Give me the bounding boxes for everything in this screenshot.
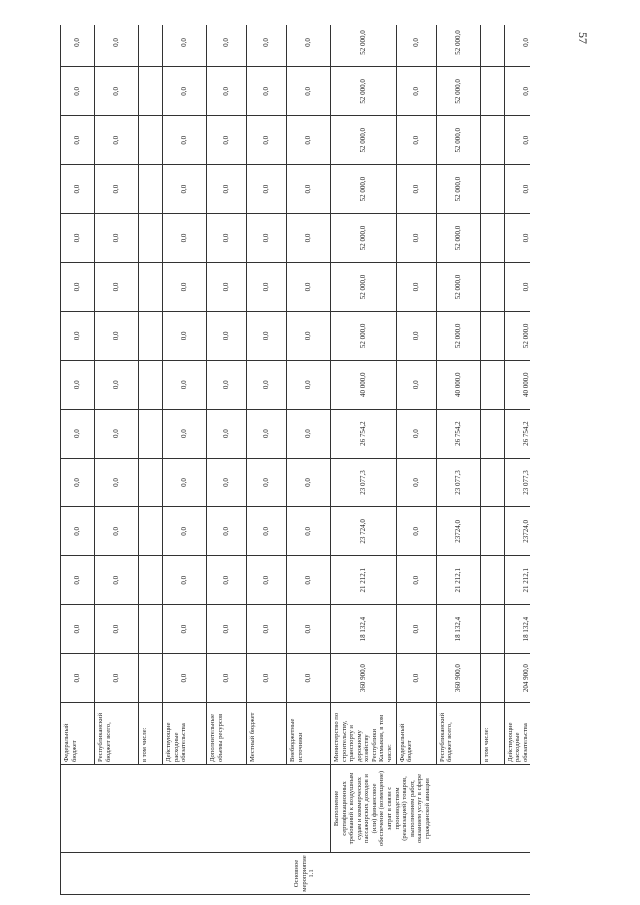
value-cell bbox=[480, 67, 504, 116]
value-cell: 52 000,0 bbox=[331, 311, 397, 360]
value-cell: 0,0 bbox=[287, 67, 331, 116]
funding-source: Федеральный бюджет bbox=[396, 703, 436, 765]
value-cell bbox=[139, 67, 163, 116]
value-cell: 0,0 bbox=[61, 116, 95, 165]
value-cell: 0,0 bbox=[287, 556, 331, 605]
value-cell bbox=[480, 25, 504, 67]
value-cell bbox=[139, 262, 163, 311]
value-cell: 0,0 bbox=[163, 605, 207, 654]
value-cell: 52 000,0 bbox=[436, 311, 480, 360]
value-cell: 18 132,4 bbox=[504, 605, 530, 654]
value-cell: 0,0 bbox=[247, 25, 287, 67]
value-cell: 26 754,2 bbox=[504, 409, 530, 458]
value-cell: 0,0 bbox=[207, 409, 247, 458]
table-row bbox=[436, 25, 480, 895]
value-cell bbox=[480, 507, 504, 556]
value-cell: 0,0 bbox=[396, 507, 436, 556]
table-row bbox=[331, 25, 397, 895]
value-cell: 0,0 bbox=[95, 360, 139, 409]
value-cell: 0,0 bbox=[61, 67, 95, 116]
value-cell: 0,0 bbox=[247, 262, 287, 311]
value-cell: 23 077,3 bbox=[331, 458, 397, 507]
value-cell: 18 132,4 bbox=[436, 605, 480, 654]
value-cell: 0,0 bbox=[247, 605, 287, 654]
value-cell: 0,0 bbox=[247, 67, 287, 116]
value-cell: 0,0 bbox=[247, 556, 287, 605]
value-cell: 52 000,0 bbox=[436, 214, 480, 263]
value-cell bbox=[480, 165, 504, 214]
funding-source: Дополнительные объемы ресурсов bbox=[207, 703, 247, 765]
value-cell: 0,0 bbox=[61, 360, 95, 409]
value-cell: 0,0 bbox=[287, 25, 331, 67]
value-cell bbox=[480, 360, 504, 409]
value-cell: 0,0 bbox=[396, 605, 436, 654]
value-cell: 0,0 bbox=[247, 311, 287, 360]
value-cell: 0,0 bbox=[61, 409, 95, 458]
value-cell: 204 900,0 bbox=[504, 654, 530, 703]
funding-source: Министерство по строительству, транспорту и дорожному хозяйству Республики Калмыкия, в том числе: bbox=[331, 703, 397, 765]
value-cell: 0,0 bbox=[287, 311, 331, 360]
value-cell: 23724,0 bbox=[436, 507, 480, 556]
value-cell: 0,0 bbox=[163, 409, 207, 458]
value-cell: 0,0 bbox=[163, 360, 207, 409]
table-viewport bbox=[60, 25, 530, 895]
value-cell: 0,0 bbox=[61, 262, 95, 311]
value-cell: 0,0 bbox=[163, 311, 207, 360]
value-cell: 0,0 bbox=[163, 116, 207, 165]
value-cell bbox=[139, 25, 163, 67]
value-cell: 0,0 bbox=[504, 67, 530, 116]
value-cell: 0,0 bbox=[207, 165, 247, 214]
value-cell: 0,0 bbox=[396, 67, 436, 116]
value-cell: 0,0 bbox=[396, 262, 436, 311]
value-cell: 0,0 bbox=[287, 262, 331, 311]
value-cell bbox=[139, 311, 163, 360]
table-row bbox=[396, 25, 436, 895]
value-cell: 0,0 bbox=[95, 507, 139, 556]
table-row bbox=[480, 25, 504, 895]
page-number: 57 bbox=[576, 32, 590, 44]
funding-source: в том числе: bbox=[139, 703, 163, 765]
value-cell: 52 000,0 bbox=[331, 262, 397, 311]
value-cell: 0,0 bbox=[207, 25, 247, 67]
value-cell: 0,0 bbox=[207, 67, 247, 116]
value-cell: 0,0 bbox=[207, 605, 247, 654]
value-cell: 0,0 bbox=[163, 67, 207, 116]
table-row bbox=[95, 25, 139, 895]
value-cell: 0,0 bbox=[163, 214, 207, 263]
value-cell: 0,0 bbox=[287, 409, 331, 458]
value-cell: 0,0 bbox=[287, 458, 331, 507]
value-cell: 0,0 bbox=[207, 116, 247, 165]
value-cell bbox=[480, 409, 504, 458]
value-cell: 0,0 bbox=[207, 458, 247, 507]
table-row bbox=[504, 25, 530, 895]
value-cell: 0,0 bbox=[247, 654, 287, 703]
rotated-page bbox=[60, 25, 530, 895]
value-cell: 0,0 bbox=[95, 25, 139, 67]
value-cell: 0,0 bbox=[247, 214, 287, 263]
value-cell: 0,0 bbox=[396, 214, 436, 263]
value-cell bbox=[480, 214, 504, 263]
value-cell: 23 077,3 bbox=[504, 458, 530, 507]
value-cell: 0,0 bbox=[61, 25, 95, 67]
value-cell: 0,0 bbox=[95, 556, 139, 605]
value-cell: 52 000,0 bbox=[331, 67, 397, 116]
activity-blank-cell bbox=[61, 765, 331, 853]
value-cell bbox=[139, 507, 163, 556]
value-cell: 26 754,2 bbox=[331, 409, 397, 458]
value-cell: 0,0 bbox=[61, 556, 95, 605]
value-cell bbox=[139, 556, 163, 605]
value-cell bbox=[139, 116, 163, 165]
value-cell bbox=[480, 458, 504, 507]
value-cell bbox=[139, 458, 163, 507]
value-cell: 0,0 bbox=[287, 605, 331, 654]
value-cell: 0,0 bbox=[163, 25, 207, 67]
value-cell: 26 754,2 bbox=[436, 409, 480, 458]
table-row bbox=[247, 25, 287, 895]
value-cell bbox=[480, 556, 504, 605]
value-cell: 360 900,0 bbox=[331, 654, 397, 703]
value-cell: 0,0 bbox=[504, 262, 530, 311]
value-cell: 0,0 bbox=[207, 360, 247, 409]
value-cell bbox=[139, 360, 163, 409]
value-cell: 0,0 bbox=[396, 556, 436, 605]
funding-source: в том числе: bbox=[480, 703, 504, 765]
budget-table bbox=[60, 25, 530, 895]
value-cell: 23 724,0 bbox=[331, 507, 397, 556]
value-cell: 0,0 bbox=[95, 605, 139, 654]
value-cell: 0,0 bbox=[61, 605, 95, 654]
value-cell: 0,0 bbox=[61, 654, 95, 703]
value-cell: 0,0 bbox=[287, 360, 331, 409]
funding-source: Внебюджетные источники bbox=[287, 703, 331, 765]
value-cell: 52 000,0 bbox=[331, 116, 397, 165]
value-cell: 52 000,0 bbox=[436, 165, 480, 214]
value-cell bbox=[139, 409, 163, 458]
value-cell bbox=[480, 116, 504, 165]
value-cell: 0,0 bbox=[95, 458, 139, 507]
table-row bbox=[61, 25, 95, 895]
main-activity-label: Основное мероприятие 1.1 bbox=[61, 853, 531, 895]
value-cell: 52 000,0 bbox=[331, 214, 397, 263]
value-cell: 0,0 bbox=[247, 458, 287, 507]
value-cell: 0,0 bbox=[287, 214, 331, 263]
value-cell: 0,0 bbox=[247, 360, 287, 409]
value-cell bbox=[480, 262, 504, 311]
value-cell: 18 132,4 bbox=[331, 605, 397, 654]
value-cell: 21 212,1 bbox=[504, 556, 530, 605]
value-cell: 0,0 bbox=[396, 311, 436, 360]
value-cell: 40 000,0 bbox=[331, 360, 397, 409]
value-cell: 0,0 bbox=[163, 507, 207, 556]
value-cell bbox=[139, 605, 163, 654]
value-cell: 21 212,1 bbox=[436, 556, 480, 605]
value-cell: 0,0 bbox=[95, 262, 139, 311]
value-cell: 52 000,0 bbox=[436, 116, 480, 165]
value-cell: 52 000,0 bbox=[436, 25, 480, 67]
value-cell: 0,0 bbox=[396, 409, 436, 458]
value-cell: 52 000,0 bbox=[436, 67, 480, 116]
value-cell: 0,0 bbox=[163, 654, 207, 703]
value-cell bbox=[480, 605, 504, 654]
value-cell: 0,0 bbox=[207, 654, 247, 703]
value-cell bbox=[480, 311, 504, 360]
value-cell: 0,0 bbox=[207, 311, 247, 360]
value-cell: 0,0 bbox=[95, 654, 139, 703]
value-cell: 0,0 bbox=[163, 165, 207, 214]
funding-source: Действующие расходные обязательства bbox=[163, 703, 207, 765]
value-cell: 0,0 bbox=[247, 507, 287, 556]
value-cell: 52 000,0 bbox=[436, 262, 480, 311]
value-cell: 0,0 bbox=[207, 262, 247, 311]
value-cell: 21 212,1 bbox=[331, 556, 397, 605]
funding-source: Республиканский бюджет всего, bbox=[436, 703, 480, 765]
value-cell: 0,0 bbox=[287, 507, 331, 556]
value-cell: 0,0 bbox=[396, 25, 436, 67]
value-cell: 0,0 bbox=[61, 214, 95, 263]
value-cell: 52 000,0 bbox=[331, 165, 397, 214]
value-cell: 52 000,0 bbox=[331, 25, 397, 67]
funding-source: Местный бюджет bbox=[247, 703, 287, 765]
value-cell: 0,0 bbox=[287, 654, 331, 703]
table-row bbox=[139, 25, 163, 895]
value-cell: 40 000,0 bbox=[504, 360, 530, 409]
value-cell: 0,0 bbox=[95, 67, 139, 116]
value-cell: 52 000,0 bbox=[504, 311, 530, 360]
value-cell: 0,0 bbox=[396, 458, 436, 507]
value-cell: 0,0 bbox=[95, 214, 139, 263]
value-cell bbox=[139, 165, 163, 214]
value-cell: 0,0 bbox=[95, 311, 139, 360]
value-cell: 0,0 bbox=[163, 262, 207, 311]
activity-description: Выполнение сертификационных требований к воздушным судам и коммерческих пассажирских доходов и (или) финансовое обеспечение (возмещение) затрат в связи с производством (реализацией) товаров, выполнением работ, оказанием услуг в сфере гражданской авиации bbox=[331, 765, 531, 853]
table-row bbox=[163, 25, 207, 895]
value-cell: 0,0 bbox=[504, 116, 530, 165]
value-cell: 0,0 bbox=[247, 165, 287, 214]
funding-source: Действующие расходные обязательства bbox=[504, 703, 530, 765]
value-cell: 0,0 bbox=[61, 458, 95, 507]
value-cell: 0,0 bbox=[247, 116, 287, 165]
value-cell bbox=[139, 214, 163, 263]
value-cell: 0,0 bbox=[163, 458, 207, 507]
value-cell bbox=[139, 654, 163, 703]
value-cell: 0,0 bbox=[287, 165, 331, 214]
value-cell: 0,0 bbox=[207, 556, 247, 605]
funding-source: Федеральный бюджет bbox=[61, 703, 95, 765]
value-cell: 0,0 bbox=[287, 116, 331, 165]
value-cell: 0,0 bbox=[61, 311, 95, 360]
value-cell: 0,0 bbox=[504, 25, 530, 67]
value-cell: 0,0 bbox=[396, 654, 436, 703]
value-cell: 360 900,0 bbox=[436, 654, 480, 703]
value-cell: 0,0 bbox=[163, 556, 207, 605]
funding-source: Республиканский бюджет всего, bbox=[95, 703, 139, 765]
value-cell: 0,0 bbox=[247, 409, 287, 458]
value-cell: 0,0 bbox=[207, 507, 247, 556]
value-cell: 0,0 bbox=[95, 116, 139, 165]
value-cell: 0,0 bbox=[504, 214, 530, 263]
table-row bbox=[287, 25, 331, 895]
value-cell: 0,0 bbox=[207, 214, 247, 263]
value-cell bbox=[480, 654, 504, 703]
table-row bbox=[207, 25, 247, 895]
value-cell: 40 000,0 bbox=[436, 360, 480, 409]
value-cell: 23 077,3 bbox=[436, 458, 480, 507]
value-cell: 0,0 bbox=[61, 165, 95, 214]
value-cell: 0,0 bbox=[95, 409, 139, 458]
value-cell: 23724,0 bbox=[504, 507, 530, 556]
value-cell: 0,0 bbox=[396, 165, 436, 214]
value-cell: 0,0 bbox=[396, 116, 436, 165]
value-cell: 0,0 bbox=[504, 165, 530, 214]
value-cell: 0,0 bbox=[95, 165, 139, 214]
value-cell: 0,0 bbox=[61, 507, 95, 556]
value-cell: 0,0 bbox=[396, 360, 436, 409]
